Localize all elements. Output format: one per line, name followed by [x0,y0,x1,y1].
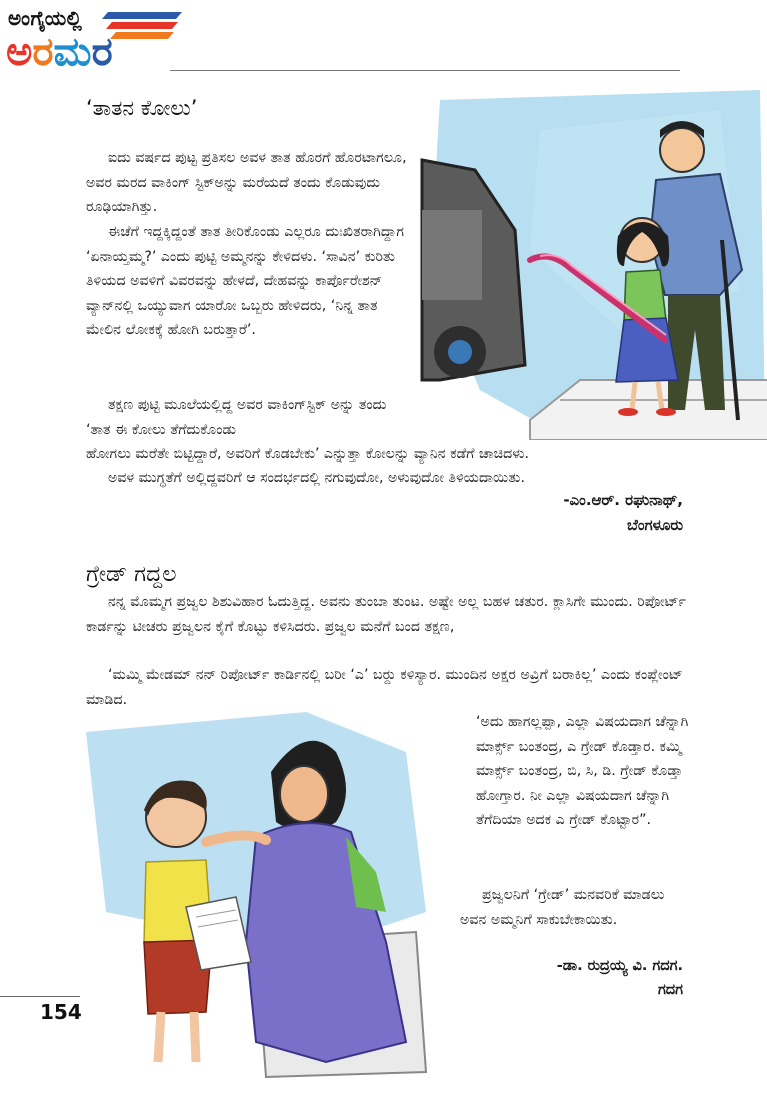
story2-illustration [86,712,446,1087]
header-divider [170,70,680,71]
story1-paragraph: ಈಚೆಗೆ ಇದ್ದಕ್ಕಿದ್ದಂತೆ ತಾತ ತೀರಿಕೊಂಡು ಎಲ್ಲರೂ ದುಃಖಿತರಾಗಿದ್ದಾಗ ‘ಏನಾಯ್ತಮ್ಮ?’ ಎಂದು ಪುಟ್ಟಿ ಅಮ್ಮನನ್ನು ಕೇಳಿದಳು. ‘ಸಾವಿನ’ ಕುರಿತು ತಿಳಿಯದ ಅವಳಿಗೆ ವಿವರವನ್ನು ಹೇಳದೆ, ದೇಹವನ್ನು ಕಾರ್ಪೊರೇಶನ್ ವ್ಯಾನ್‌ನಲ್ಲಿ ಒಯ್ಯುವಾಗ ಯಾರೋ ಒಬ್ಬರು ಹೇಳಿದರು, ‘ನಿನ್ನ ತಾತ ಮೇಲಿನ ಲೋಕಕ್ಕೆ ಹೋಗಿ ಬರುತ್ತಾರೆ’. [86,224,405,338]
story1-place: ಬೆಂಗಳೂರು [626,516,683,534]
page-number: 154 [40,1000,82,1024]
story1-paragraph: ಅವಳ ಮುಗ್ಧತೆಗೆ ಅಲ್ಲಿದ್ದವರಿಗೆ ಆ ಸಂದರ್ಭದಲ್ಲಿ ನಗುವುದೋ, ಅಳುವುದೋ ತಿಳಿಯದಾಯಿತು. [108,470,525,486]
story2-paragraph: ಪ್ರಜ್ವಲನಿಗೆ ‘ಗ್ರೇಡ್’ ಮನವರಿಕೆ ಮಾಡಲು ಅವನ ಅಮ್ಮನಿಗೆ ಸಾಕುಬೇಕಾಯಿತು. [460,887,665,928]
story1-paragraph: ಐದು ವರ್ಷದ ಪುಟ್ಟ ಪ್ರತಿಸಲ ಅವಳ ತಾತ ಹೊರಗೆ ಹೊರಟಾಗಲೂ, ಅವರ ಮರದ ವಾಕಿಂಗ್ ಸ್ಟಿಕ್‌ಅನ್ನು ಮರೆಯದೆ ತಂದು ಕೊಡುವುದು ರೂಢಿಯಾಗಿತ್ತು. [86,150,407,215]
story2-title: ಗ್ರೇಡ್ ಗದ್ದಲ [86,562,177,587]
story2-place: ಗದಗ [657,982,683,998]
story2-paragraph: ನನ್ನ ಮೊಮ್ಮಗ ಪ್ರಜ್ವಲ ಶಿಶುವಿಹಾರ ಓದುತ್ತಿದ್ದ. ಅವನು ತುಂಬಾ ತುಂಟ. ಅಷ್ಟೇ ಅಲ್ಲ ಬಹಳ ಚತುರ. ಕ್ಲಾಸಿಗೇ ಮುಂದು. ರಿಪೋರ್ಟ್ ಕಾರ್ಡನ್ನು ಟೀಚರು ಪ್ರಜ್ವಲನ ಕೈಗೆ ಕೊಟ್ಟು ಕಳಿಸಿದರು. ಪ್ರಜ್ವಲ ಮನೆಗೆ ಬಂದ ತಕ್ಷಣ, [86,594,686,635]
story1-illustration [420,90,767,440]
story1-author: -ಎಂ.ಆರ್. ರಘುನಾಥ್, [563,491,683,509]
footer-divider [0,996,80,997]
story2-paragraph: ‘ಮಮ್ಮಿ ಮೇಡಮ್ ನನ್ ರಿಪೋರ್ಟ್ ಕಾರ್ಡಿನಲ್ಲಿ ಬರೀ ‘ಎ’ ಬರ್‍ದು ಕಳಿಸ್ಯಾರ. ಮುಂದಿನ ಅಕ್ಷರ ಅವ್ರಿಗೆ ಬರಾಕಿಲ್ಲ’ ಎಂದು ಕಂಪ್ಲೇಂಟ್ ಮಾಡಿದ. [86,667,683,708]
logo-part: ಅ [6,29,33,75]
logo-part: ರ [32,29,54,75]
logo-main-text [6,30,113,74]
story2-author: -ಡಾ. ರುದ್ರಯ್ಯ ವಿ. ಗದಗ. [556,958,683,974]
story1-paragraph: ಹೋಗಲು ಮರೆತೇ ಬಿಟ್ಟಿದ್ದಾರೆ, ಅವರಿಗೆ ಕೊಡಬೇಕು’ ಎನ್ನುತ್ತಾ ಕೋಲನ್ನು ವ್ಯಾನಿನ ಕಡೆಗೆ ಚಾಚಿದಳು. [86,446,530,462]
logo-top-text: ಅಂಗೈಯಲ್ಲಿ [8,6,83,30]
story1-paragraph: ತಕ್ಷಣ ಪುಟ್ಟಿ ಮೂಲೆಯಲ್ಲಿದ್ದ ಅವರ ವಾಕಿಂಗ್‌ಸ್ಟಿಕ್ ಅನ್ನು ತಂದು ‘ತಾತ ಈ ಕೋಲು ತೆಗೆದುಕೊಂಡು [86,397,387,438]
logo-part: ರ [91,29,113,75]
logo-part: ಮ [53,29,92,75]
story1-title: ‘ತಾತನ ಕೋಲು’ [86,96,198,120]
story2-paragraph: ‘ಅದು ಹಾಗಲ್ಲಪ್ಪಾ, ಎಲ್ಲಾ ವಿಷಯದಾಗ ಚೆನ್ನಾಗಿ ಮಾರ್ಕ್ಸ್ ಬಂತಂದ್ರ, ಎ ಗ್ರೇಡ್ ಕೊಡ್ತಾರ. ಕಮ್ಮಿ ಮಾರ್ಕ್ಸ್ ಬಂತಂದ್ರ, ಬಿ, ಸಿ, ಡಿ. ಗ್ರೇಡ್ ಕೊಡ್ತಾ ಹೋಗ್ತಾರ. ನೀ ಎಲ್ಲಾ ವಿಷಯದಾಗ ಚೆನ್ನಾಗಿ ತೆಗೆದಿಯಾ ಅದಕ ಎ ಗ್ರೇಡ್ ಕೊಟ್ಟಾರ”. [476,714,689,828]
